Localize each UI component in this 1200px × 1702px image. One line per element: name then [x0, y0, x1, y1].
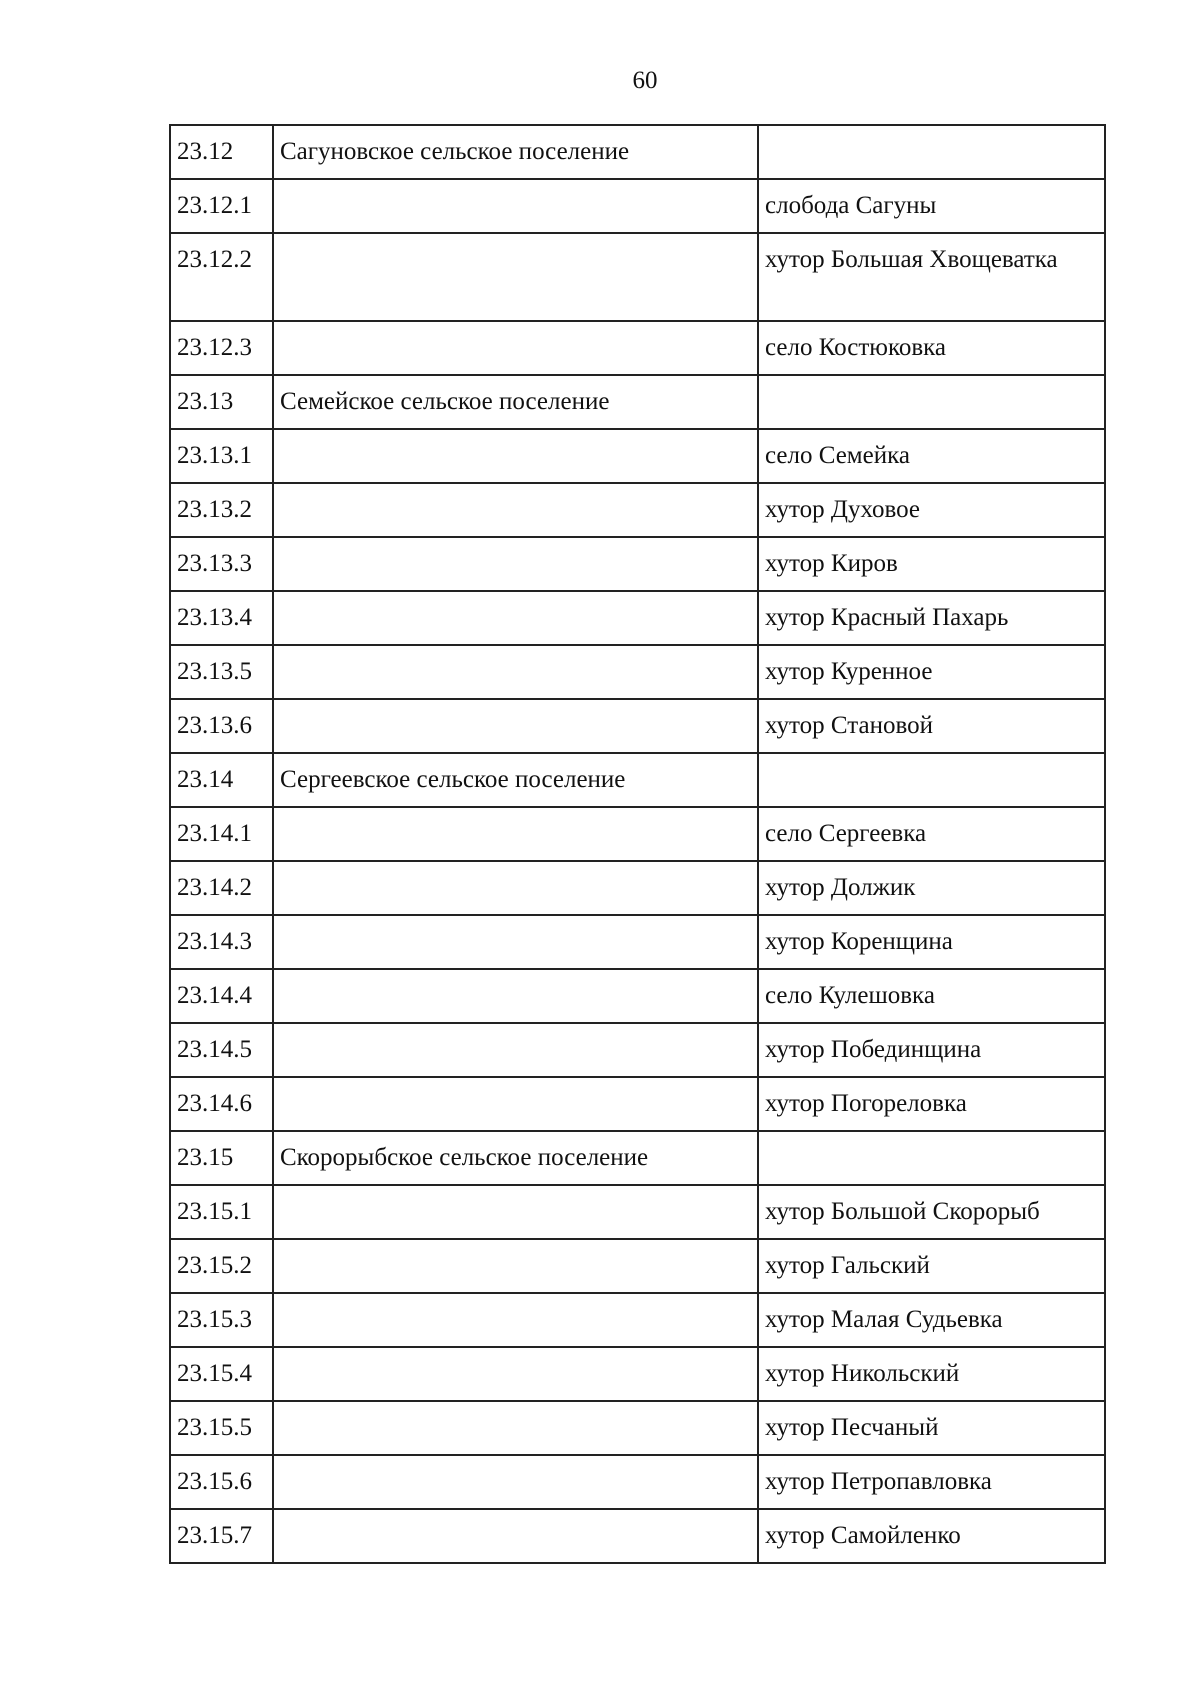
settlement-name: [273, 1185, 758, 1239]
row-number: 23.15.2: [170, 1239, 273, 1293]
row-number: 23.14: [170, 753, 273, 807]
row-number: 23.14.4: [170, 969, 273, 1023]
locality-name: хутор Петропавловка: [758, 1455, 1105, 1509]
row-number: 23.15.6: [170, 1455, 273, 1509]
settlement-name: [273, 915, 758, 969]
table-row: [170, 1401, 1105, 1455]
row-number: 23.12.1: [170, 179, 273, 233]
settlement-name: [273, 179, 758, 233]
row-number: 23.13.3: [170, 537, 273, 591]
settlement-name: [273, 969, 758, 1023]
locality-name: хутор Становой: [758, 699, 1105, 753]
row-number: 23.15.3: [170, 1293, 273, 1347]
table-row: [170, 1023, 1105, 1077]
settlement-name: [273, 537, 758, 591]
settlement-name: [273, 861, 758, 915]
settlement-name: Сергеевское сельское поселение: [273, 753, 758, 807]
locality-name: хутор Коренщина: [758, 915, 1105, 969]
row-number: 23.15.1: [170, 1185, 273, 1239]
row-number: 23.14.6: [170, 1077, 273, 1131]
table-row: [170, 1077, 1105, 1131]
row-number: 23.15.5: [170, 1401, 273, 1455]
settlement-name: [273, 591, 758, 645]
row-number: 23.15.7: [170, 1509, 273, 1563]
locality-name: хутор Никольский: [758, 1347, 1105, 1401]
table-row: [170, 1509, 1105, 1563]
table-row: [170, 699, 1105, 753]
locality-name: село Сергеевка: [758, 807, 1105, 861]
settlement-name: [273, 321, 758, 375]
table-row: [170, 233, 1105, 321]
locality-name: хутор Малая Судьевка: [758, 1293, 1105, 1347]
table-row: [170, 645, 1105, 699]
row-number: 23.15: [170, 1131, 273, 1185]
settlement-name: [273, 483, 758, 537]
row-number: 23.14.2: [170, 861, 273, 915]
row-number: 23.12.2: [170, 233, 273, 321]
locality-name: хутор Песчаный: [758, 1401, 1105, 1455]
settlement-name: [273, 1023, 758, 1077]
table-row: [170, 1185, 1105, 1239]
locality-name: хутор Погореловка: [758, 1077, 1105, 1131]
row-number: 23.15.4: [170, 1347, 273, 1401]
settlement-name: [273, 1455, 758, 1509]
row-number: 23.12.3: [170, 321, 273, 375]
locality-name: хутор Куренное: [758, 645, 1105, 699]
row-number: 23.12: [170, 125, 273, 179]
locality-name: слобода Сагуны: [758, 179, 1105, 233]
table-row: [170, 179, 1105, 233]
locality-name: [758, 753, 1105, 807]
row-number: 23.13.6: [170, 699, 273, 753]
table-row: [170, 753, 1105, 807]
table-row: [170, 1293, 1105, 1347]
locality-name: хутор Красный Пахарь: [758, 591, 1105, 645]
page-number: 60: [632, 67, 658, 94]
settlement-name: [273, 429, 758, 483]
settlement-name: Скорорыбское сельское поселение: [273, 1131, 758, 1185]
locality-name: хутор Самойленко: [758, 1509, 1105, 1563]
settlement-name: [273, 1239, 758, 1293]
row-number: 23.13.1: [170, 429, 273, 483]
table-row: [170, 969, 1105, 1023]
settlement-name: [273, 1077, 758, 1131]
locality-name: хутор Побединщина: [758, 1023, 1105, 1077]
table-row: [170, 125, 1105, 179]
locality-name: хутор Большая Хвощеватка: [758, 233, 1105, 321]
table-row: [170, 429, 1105, 483]
row-number: 23.13.2: [170, 483, 273, 537]
row-number: 23.14.3: [170, 915, 273, 969]
settlement-name: [273, 699, 758, 753]
settlement-name: [273, 645, 758, 699]
locality-name: село Кулешовка: [758, 969, 1105, 1023]
table-row: [170, 321, 1105, 375]
locality-name: село Семейка: [758, 429, 1105, 483]
settlement-name: [273, 1509, 758, 1563]
settlement-name: [273, 1293, 758, 1347]
row-number: 23.14.5: [170, 1023, 273, 1077]
settlements-table: [169, 124, 1106, 1564]
locality-name: хутор Большой Скорорыб: [758, 1185, 1105, 1239]
table-row: [170, 915, 1105, 969]
table-row: [170, 375, 1105, 429]
table-row: [170, 1131, 1105, 1185]
locality-name: [758, 375, 1105, 429]
table-row: [170, 1455, 1105, 1509]
locality-name: [758, 125, 1105, 179]
table-row: [170, 861, 1105, 915]
settlement-name: [273, 807, 758, 861]
settlement-name: Сагуновское сельское поселение: [273, 125, 758, 179]
row-number: 23.13: [170, 375, 273, 429]
table-row: [170, 537, 1105, 591]
locality-name: хутор Духовое: [758, 483, 1105, 537]
settlement-name: [273, 1401, 758, 1455]
row-number: 23.13.5: [170, 645, 273, 699]
table-row: [170, 591, 1105, 645]
locality-name: село Костюковка: [758, 321, 1105, 375]
row-number: 23.14.1: [170, 807, 273, 861]
locality-name: хутор Должик: [758, 861, 1105, 915]
table-row: [170, 483, 1105, 537]
row-number: 23.13.4: [170, 591, 273, 645]
settlement-name: [273, 1347, 758, 1401]
table-row: [170, 1239, 1105, 1293]
locality-name: хутор Гальский: [758, 1239, 1105, 1293]
locality-name: хутор Киров: [758, 537, 1105, 591]
table-row: [170, 807, 1105, 861]
settlement-name: Семейское сельское поселение: [273, 375, 758, 429]
settlement-name: [273, 233, 758, 321]
locality-name: [758, 1131, 1105, 1185]
table-row: [170, 1347, 1105, 1401]
